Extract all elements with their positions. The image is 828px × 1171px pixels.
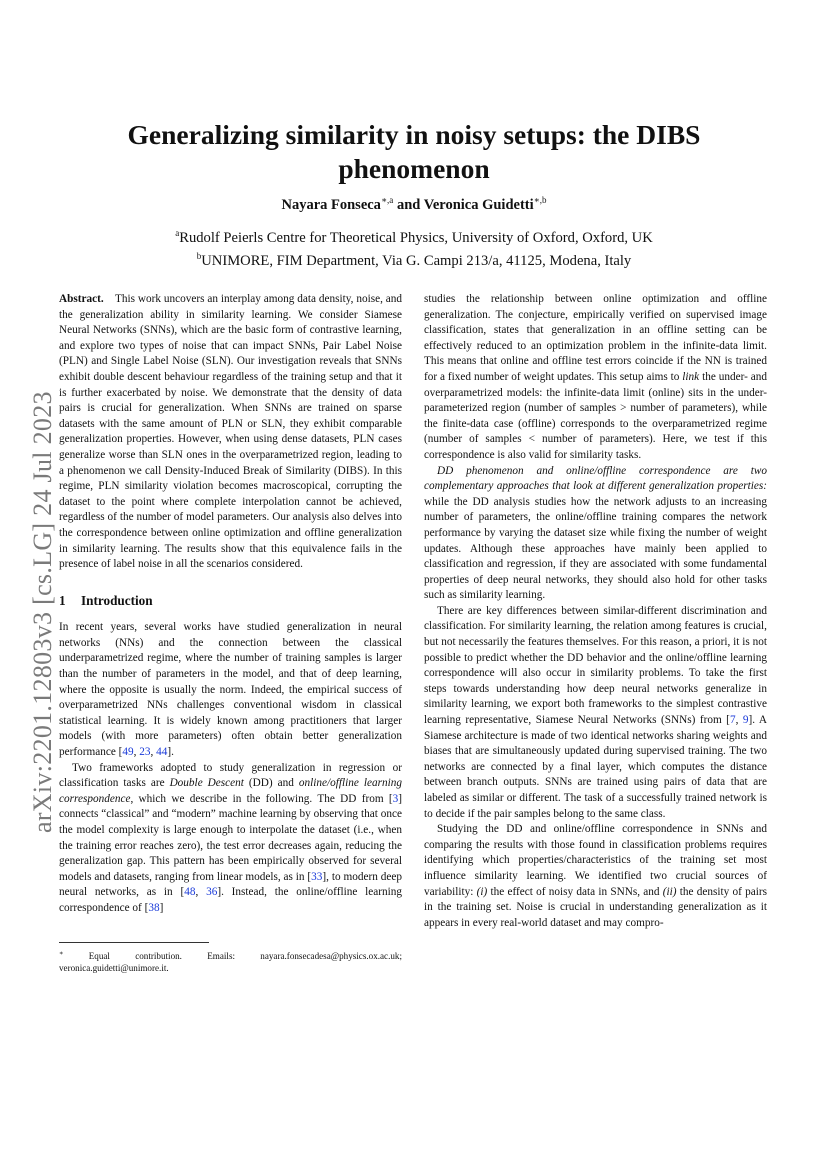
- footnote-rule: [59, 942, 209, 943]
- text: (DD) and: [243, 777, 299, 790]
- affiliation-a: [80, 224, 748, 247]
- affiliation-text: UNIMORE, FIM Department, Via G. Campi 213/a, 41125, Modena, Italy: [201, 252, 632, 269]
- text: Two frameworks adopted to study generalization in regression or classification tasks are: [59, 761, 402, 790]
- citation-link[interactable]: 23: [139, 746, 151, 759]
- affiliation-b: [80, 247, 748, 270]
- emphasis: (ii): [662, 885, 677, 898]
- author-name: Veronica Guidetti: [423, 196, 534, 213]
- footnote-mark: ∗: [59, 950, 64, 957]
- text: Studying the DD and online/offline correspondence in SNNs and comparing the results with those found in classification problems requires identifying which properties/characteristics of the training set most influence similarity learning. We identified two crucial sources of variability:: [424, 823, 767, 898]
- citation-link[interactable]: 38: [148, 901, 160, 914]
- right-column: [424, 292, 767, 931]
- citation-link[interactable]: 48: [184, 886, 196, 899]
- intro-paragraph: In recent years, several works have studied generalization in neural networks (NNs) and the connection between the classical underparametrized regime, where the number of training samples is larger than the number of parameters in the model, and that of deep learning, where the opposite is usually the norm. Indeed, the empirical success of overparametrized NNs challenges conventional wisdom in classical statistical learning. It is widely known among practitioners that larger models (with more parameters) often obtain better generalization performance [49, 23, 44].: [59, 621, 402, 759]
- left-column: [59, 292, 402, 917]
- emphasis: online/offline learning correspondence: [59, 777, 402, 805]
- citation-link[interactable]: 3: [392, 792, 399, 805]
- citation-link[interactable]: 49: [122, 746, 134, 759]
- citation-link[interactable]: 7: [729, 714, 736, 727]
- body-paragraph: [424, 292, 767, 464]
- section-heading: [59, 593, 402, 609]
- affiliation-mark: b: [196, 250, 202, 261]
- arxiv-stamp: arXiv:2201.12803v3 [cs.LG] 24 Jul 2023: [28, 391, 57, 833]
- text: ] connects “classical” and “modern” machine learning by observing that once the model complexity is large enough to interpolate the dataset (i.e., when the training error reaches zero), the test error decreases again, reducing the generalization gap. This pattern has been empirically observed for several models and datasets, ranging from linear models, as in [: [59, 792, 402, 883]
- paper-title: Generalizing similarity in noisy setups: the DIBS phenomenon: [127, 119, 701, 184]
- text: ]. A Siamese architecture is made of two identical networks sharing weights and biases that are simultaneously updated during supervised training. The two networks are connected by a final layer, which computes the distance between branch outputs. SNNs are trained using pairs of data that are labeled as similar or different. The task of a successfully trained network is to decide if the pair samples belong to the same class.: [424, 714, 768, 820]
- abstract: [59, 292, 402, 573]
- intro-paragraph: Two frameworks adopted to study generalization in regression or classification tasks are Double Descent (DD) and online/offline learning correspondence, which we describe in the following. The DD from [3] connects “classical” and “modern” machine learning by observing that once the model complexity is large enough to interpolate the dataset (i.e., when the training error reaches zero), the test error decreases again, reducing the generalization gap. This pattern has been empirically observed for several models and datasets, ranging from linear models, as in [33], to modern deep neural networks, as in [48, 36]. Instead, the online/offline learning correspondence of [38]: [59, 761, 402, 914]
- affiliation-text: Rudolf Peierls Centre for Theoretical Physics, University of Oxford, Oxford, UK: [179, 229, 653, 246]
- text: There are key differences between similar-different discrimination and classification. For similarity learning, the relation among features is crucial, but not necessarily the features themselves. For this reason, a priori, it is not possible to predict whether the DD behavior and the online/offline learning correspondence will also occur in similarity problems. To take the first steps towards understanding how deep neural networks generalize in similarity learning, we export both frameworks to the simplest contrastive learning representative, Siamese Neural Networks (SNNs) from [: [424, 604, 767, 727]
- citation-link[interactable]: 33: [311, 870, 323, 883]
- text: , which we describe in the following. The DD from [: [130, 792, 393, 805]
- text: ], to modern deep neural networks, as in [: [59, 870, 402, 899]
- text: In recent years, several works have studied generalization in neural networks (NNs) and the connection between the classical underparametrized regime, where the number of training samples is larger than the number of parameters in the model, and that of deep learning, where the opposite is usually the norm. Indeed, the empirical success of overparametrized NNs challenges conventional wisdom in classical statistical learning. It is widely known among practitioners that larger models (with more parameters) often obtain better generalization performance [: [59, 621, 402, 759]
- author-mark: ∗,a: [380, 195, 394, 205]
- emphasis: Double Descent: [169, 777, 244, 790]
- body-paragraph: [424, 822, 767, 931]
- text: ]: [159, 901, 164, 914]
- text: while the DD analysis studies how the network adjusts to an increasing number of parameters, the online/offline training compares the network performance by varying the dataset size while fixing the number of weight updates. Although these approaches have mainly been applied to classification and regression, if they are associated with some fundamental properties of deep neural networks, they should also hold for other tasks such as similarity learning.: [424, 495, 767, 602]
- abstract-label: Abstract.: [59, 293, 104, 305]
- section-title: Introduction: [81, 592, 153, 608]
- text: ]. Instead, the online/offline learning correspondence of [: [59, 886, 402, 914]
- author-name: Nayara Fonseca: [281, 196, 381, 213]
- text: the effect of noisy data in SNNs, and: [487, 885, 663, 898]
- affiliation-mark: a: [175, 228, 180, 238]
- text: studies the relationship between online optimization and offline generalization. The conjecture, empirically verified on supervised image classification, states that generalization in an offline setting can be effectively reduced to an optimization problem in the infinite-data limit. This means that online and offline test errors coincide if the NN is trained for a fixed number of weight updates. This setup aims to: [424, 293, 767, 383]
- footnote: [59, 942, 402, 975]
- text: the under- and overparametrized models: the infinite-data limit (online) sits in the under-parameterized region (number of samples > number of parameters), while the finite-data case (offline) corresponds to the overparametrized regime (number of samples < number of parameters). Here, we test if this correspondence is also valid for similarity tasks.: [424, 370, 767, 461]
- author-conjunction: and: [393, 196, 424, 213]
- section-number: 1: [59, 592, 66, 608]
- citation-link[interactable]: 36: [206, 886, 218, 899]
- emphasis: link: [682, 370, 700, 383]
- body-paragraph: [424, 464, 767, 604]
- author-mark: ∗,b: [533, 195, 547, 205]
- text: the density of pairs in the training set. Noise is crucial in understanding generalization as it appears in every real-world dataset and may compro-: [424, 885, 767, 929]
- emphasis: DD phenomenon and online/offline correspondence are two complementary approaches that look at different generalization properties:: [424, 464, 767, 493]
- affiliations: [80, 224, 748, 270]
- author-list: [80, 195, 748, 214]
- footnote-text: Equal contribution. Emails: nayara.fonsecadesa@physics.ox.ac.uk; veronica.guidetti@unimore.it.: [59, 951, 402, 973]
- citation-link[interactable]: 9: [742, 714, 749, 727]
- citation-link[interactable]: 44: [156, 746, 168, 759]
- emphasis: (i): [476, 885, 488, 898]
- abstract-text: This work uncovers an interplay among data density, noise, and the generalization ability in similarity learning. We consider Siamese Neural Networks (SNNs), which are the basic form of contrastive learning, and explore two types of noise that can impact SNNs, Pair Label Noise (PLN) and Single Label Noise (SLN). Our investigation reveals that SNNs exhibit double descent behaviour regardless of the training setup and that it is further exacerbated by noise. We demonstrate that the density of data pairs is crucial for generalization. When SNNs are trained on sparse datasets with the same amount of PLN or SLN, they exhibit comparable generalization properties. However, when using dense datasets, PLN cases generalize worse than SLN ones in the overparametrized region, leading to a phenomenon we call Density-Induced Break of Similarity (DIBS). In this regime, PLN similarity violation becomes macroscopical, corrupting the dataset to the point where complete interpolation cannot be achieved, regardless of the number of model parameters. Our analysis also delves into the correspondence between online optimization and offline generalization in similarity learning. The results show that this equivalence fails in the presence of label noise in all the scenarios considered.: [59, 293, 403, 571]
- body-paragraph: There are key differences between similar-different discrimination and classification. For similarity learning, the relation among features is crucial, but not necessarily the features themselves. For this reason, a priori, it is not possible to predict whether the DD behavior and the online/offline learning correspondence will also occur in similarity problems. To take the first steps towards understanding how deep neural networks generalize in similarity learning, we export both frameworks to the simplest contrastive learning representative, Siamese Neural Networks (SNNs) from [7, 9]. A Siamese architecture is made of two identical networks sharing weights and biases that are simultaneously updated during supervised training. The two networks are connected by a final layer, which computes the distance between branch outputs. SNNs are trained using pairs of data that are labeled as similar or different. The task of a successfully trained network is to decide if the pair samples belong to the same class.: [424, 604, 768, 820]
